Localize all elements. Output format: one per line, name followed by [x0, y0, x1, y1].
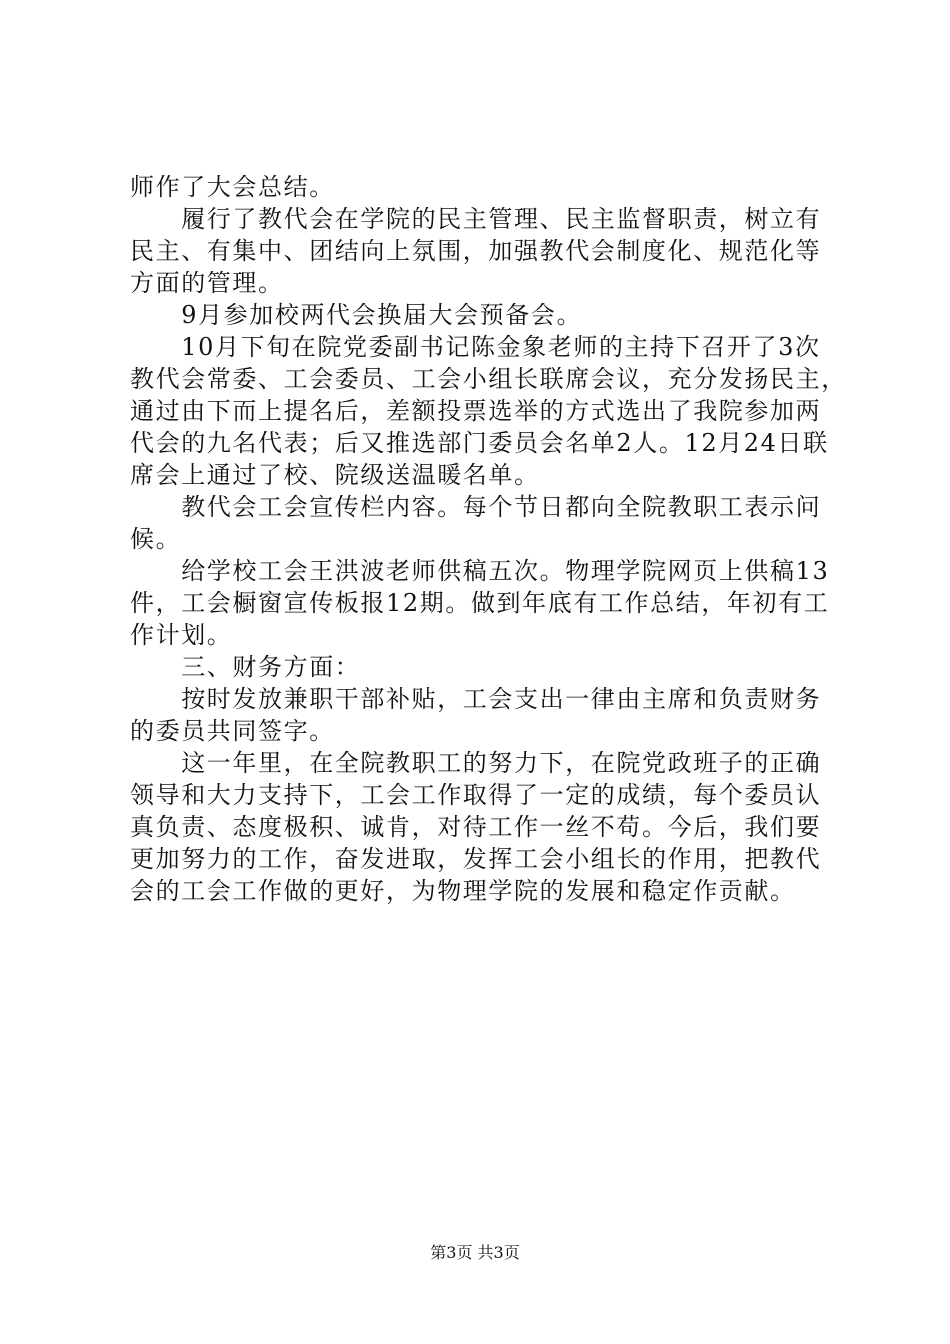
text-line: 代会的九名代表；后又推选部门委员会名单2人。12月24日联: [130, 429, 829, 457]
document-body: [130, 171, 847, 907]
text-line: 按时发放兼职干部补贴，工会支出一律由主席和负责财务: [130, 685, 822, 713]
text-line: 候。: [130, 525, 182, 553]
text-line: 10月下旬在院党委副书记陈金象老师的主持下召开了3次: [130, 333, 821, 361]
text-line: 三、财务方面：: [130, 653, 361, 681]
text-line: 方面的管理。: [130, 269, 284, 297]
text-line: 履行了教代会在学院的民主管理、民主监督职责，树立有: [130, 205, 822, 233]
text-line: 会的工会工作做的更好，为物理学院的发展和稳定作贡献。: [130, 877, 796, 905]
text-line: 领导和大力支持下，工会工作取得了一定的成绩，每个委员认: [130, 781, 822, 809]
text-line: 真负责、态度极积、诚肯，对待工作一丝不苟。今后，我们要: [130, 813, 822, 841]
text-line: 更加努力的工作，奋发进取，发挥工会小组长的作用，把教代: [130, 845, 822, 873]
text-line: 教代会工会宣传栏内容。每个节日都向全院教职工表示问: [130, 493, 822, 521]
text-line: 民主、有集中、团结向上氛围，加强教代会制度化、规范化等: [130, 237, 822, 265]
text-line: 席会上通过了校、院级送温暖名单。: [130, 461, 540, 489]
text-line: 通过由下而上提名后，差额投票选举的方式选出了我院参加两: [130, 397, 822, 425]
page-number-footer: 第3页 共3页: [430, 1243, 520, 1262]
text-line: 师作了大会总结。: [130, 173, 335, 201]
text-line: 的委员共同签字。: [130, 717, 335, 745]
text-line: 9月参加校两代会换届大会预备会。: [130, 301, 583, 329]
text-line: 这一年里，在全院教职工的努力下，在院党政班子的正确: [130, 749, 822, 777]
text-line: 给学校工会王洪波老师供稿五次。物理学院网页上供稿13: [130, 557, 830, 585]
text-line: 件，工会橱窗宣传板报12期。做到年底有工作总结，年初有工: [130, 589, 830, 617]
text-line: 教代会常委、工会委员、工会小组长联席会议，充分发扬民主，: [130, 365, 847, 393]
text-line: 作计划。: [130, 621, 233, 649]
